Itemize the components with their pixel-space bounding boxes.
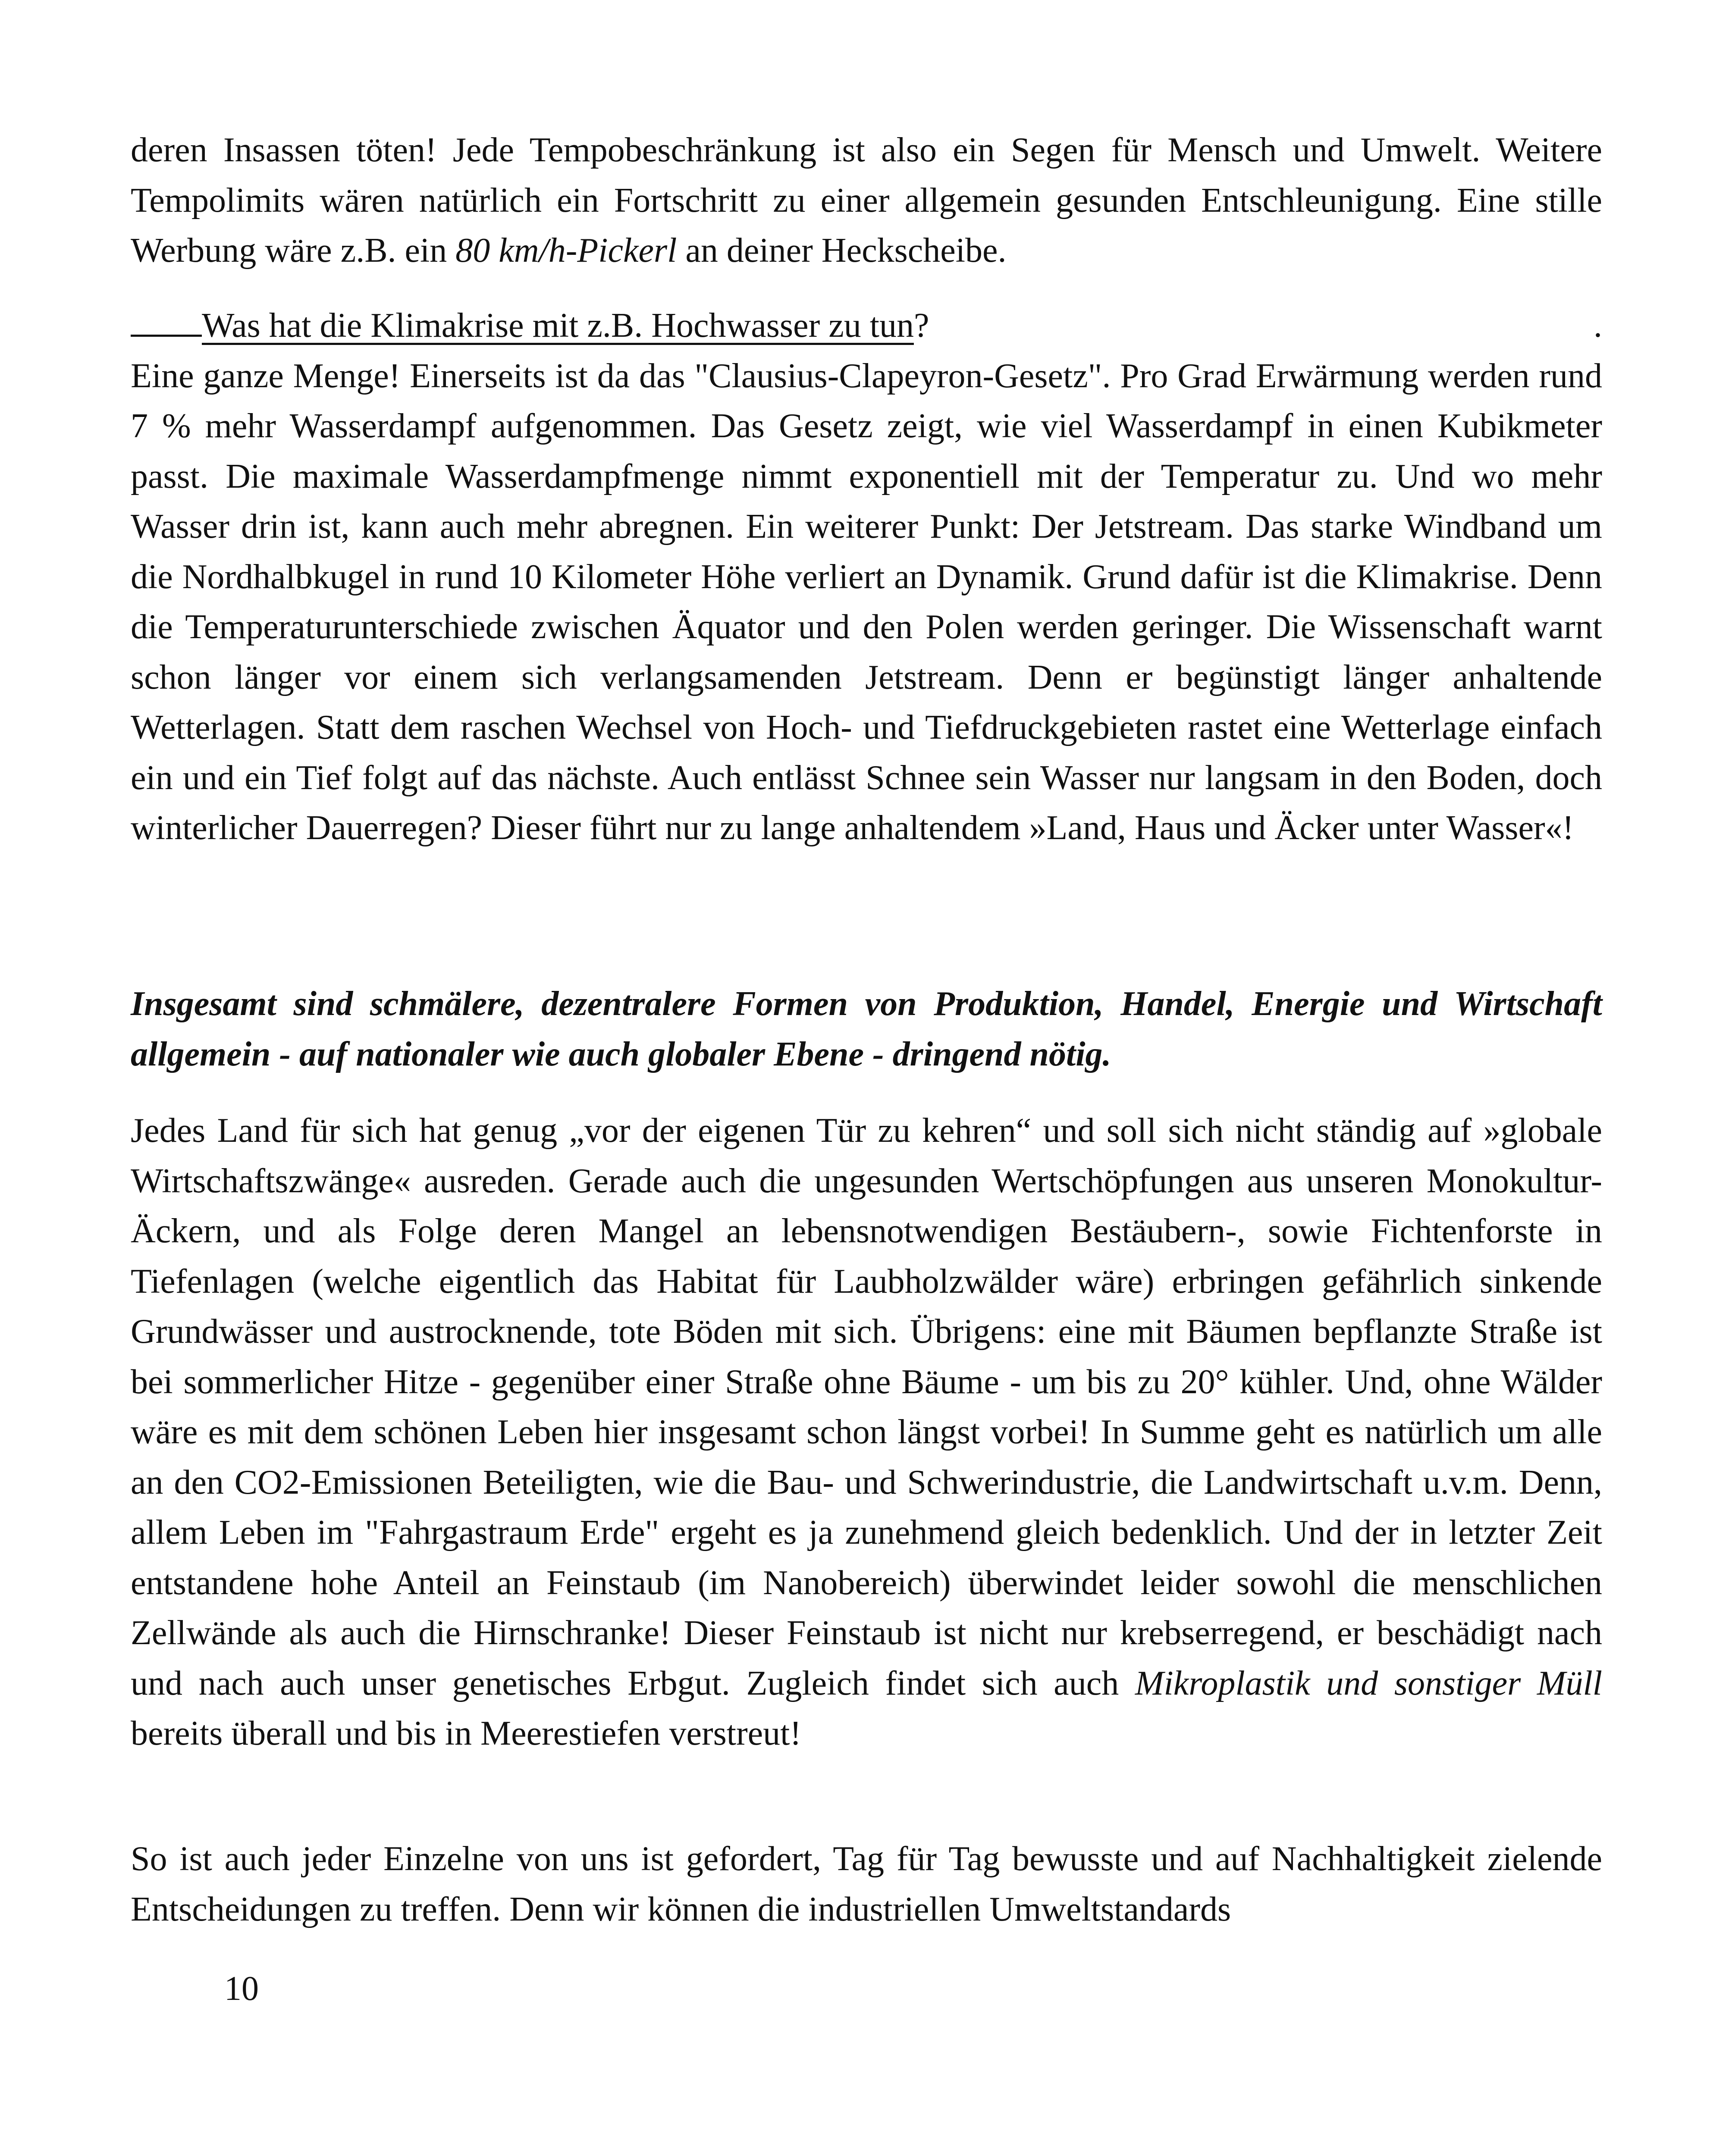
section-heading-left [131,301,929,351]
italic-phrase: 80 km/h-Pickerl [455,232,677,270]
paragraph-text: deren Insassen töten! Jede Tempobeschränkung ist also ein Segen für Mensch und Umwelt. Weitere Tempolimits wären natürlich ein Fortschritt zu einer allgemein gesunden Entschleunigung. Eine stille Werbung wäre z.B. ein [131,131,1602,270]
page-number: 10 [224,1970,259,2008]
heading-underline-rule [131,302,202,337]
section-heading-question-mark: ? [913,307,929,345]
paragraph-text: an deiner Heckscheibe. [677,232,1007,270]
paragraph-text: bereits überall und bis in Meerestiefen verstreut! [131,1714,801,1752]
section-heading [131,301,1602,351]
section-hochwasser [131,301,1602,853]
section-heading-text: Was hat die Klimakrise mit z.B. Hochwasser zu tun [202,307,914,345]
paragraph-tempolimit [131,125,1602,276]
paragraph-text: Jedes Land für sich hat genug „vor der eigenen Tür zu kehren“ und soll sich nicht ständig auf »globale Wirtschaftszwänge« ausreden. Gerade auch die ungesunden Wertschöpfungen aus unseren Monokultur-Äckern, und als Folge deren Mangel an lebensnotwendigen Bestäubern-, sowie Fichtenforste in Tiefenlagen (welche eigentlich das Habitat für Laubholzwälder wäre) erbringen gefährlich sinkende Grundwässer und austrocknende, tote Böden mit sich. Übrigens: eine mit Bäumen bepflanzte Straße ist bei sommerlicher Hitze - gegenüber einer Straße ohne Bäume - um bis zu 20° kühler. Und, ohne Wälder wäre es mit dem schönen Leben hier insgesamt schon längst vorbei! In Summe geht es natürlich um alle an den CO2-Emissionen Beteiligten, wie die Bau- und Schwerindustrie, die Landwirtschaft u.v.m. Denn, allem Leben im "Fahrgastraum Erde" ergeht es ja zunehmend gleich bedenklich. Und der in letzter Zeit entstandene hohe Anteil an Feinstaub (im Nanobereich) überwindet leider sowohl die menschlichen Zellwände als auch die Hirnschranke! Dieser Feinstaub ist nicht nur krebserregend, er beschädigt nach und nach auch unser genetisches Erbgut. Zugleich findet sich auch [131,1112,1602,1702]
section-heading-trailing-dot: . [1594,307,1602,345]
paragraph-einzelne: So ist auch jeder Einzelne von uns ist gefordert, Tag für Tag bewusste und auf Nachhaltigkeit zielende Entscheidungen zu treffen. Denn wir können die industriellen Umweltstandards [131,1840,1602,1928]
italic-phrase: Mikroplastik und sonstiger Müll [1135,1664,1603,1702]
paragraph-klimakrise-hochwasser: Eine ganze Menge! Einerseits ist da das "Clausius-Clapeyron-Gesetz". Pro Grad Erwärmung werden rund 7 % mehr Wasserdampf aufgenommen. Das Gesetz zeigt, wie viel Wasserdampf in einen Kubikmeter passt. Die maximale Wasserdampfmenge nimmt exponentiell mit der Temperatur zu. Und wo mehr Wasser drin ist, kann auch mehr abregnen. Ein weiterer Punkt: Der Jetstream. Das starke Windband um die Nordhalbkugel in rund 10 Kilometer Höhe verliert an Dynamik. Grund dafür ist die Klimakrise. Denn die Temperaturunterschiede zwischen Äquator und den Polen werden geringer. Die Wissenschaft warnt schon länger vor einem sich verlangsamenden Jetstream. Denn er begünstigt länger anhaltende Wetterlagen. Statt dem raschen Wechsel von Hoch- und Tiefdruckgebieten rastet eine Wetterlage einfach ein und ein Tief folgt auf das nächste. Auch entlässt Schnee sein Wasser nur langsam in den Boden, doch winterlicher Dauerregen? Dieser führt nur zu lange anhaltendem »Land, Haus und Äcker unter Wasser«! [131,357,1602,847]
paragraph-emphasis: Insgesamt sind schmälere, dezentralere Formen von Produktion, Handel, Energie und Wirtschaft allgemein - auf nationaler wie auch globaler Ebene - dringend nötig. [131,985,1602,1073]
paragraph-wirtschaft [131,1106,1602,1759]
